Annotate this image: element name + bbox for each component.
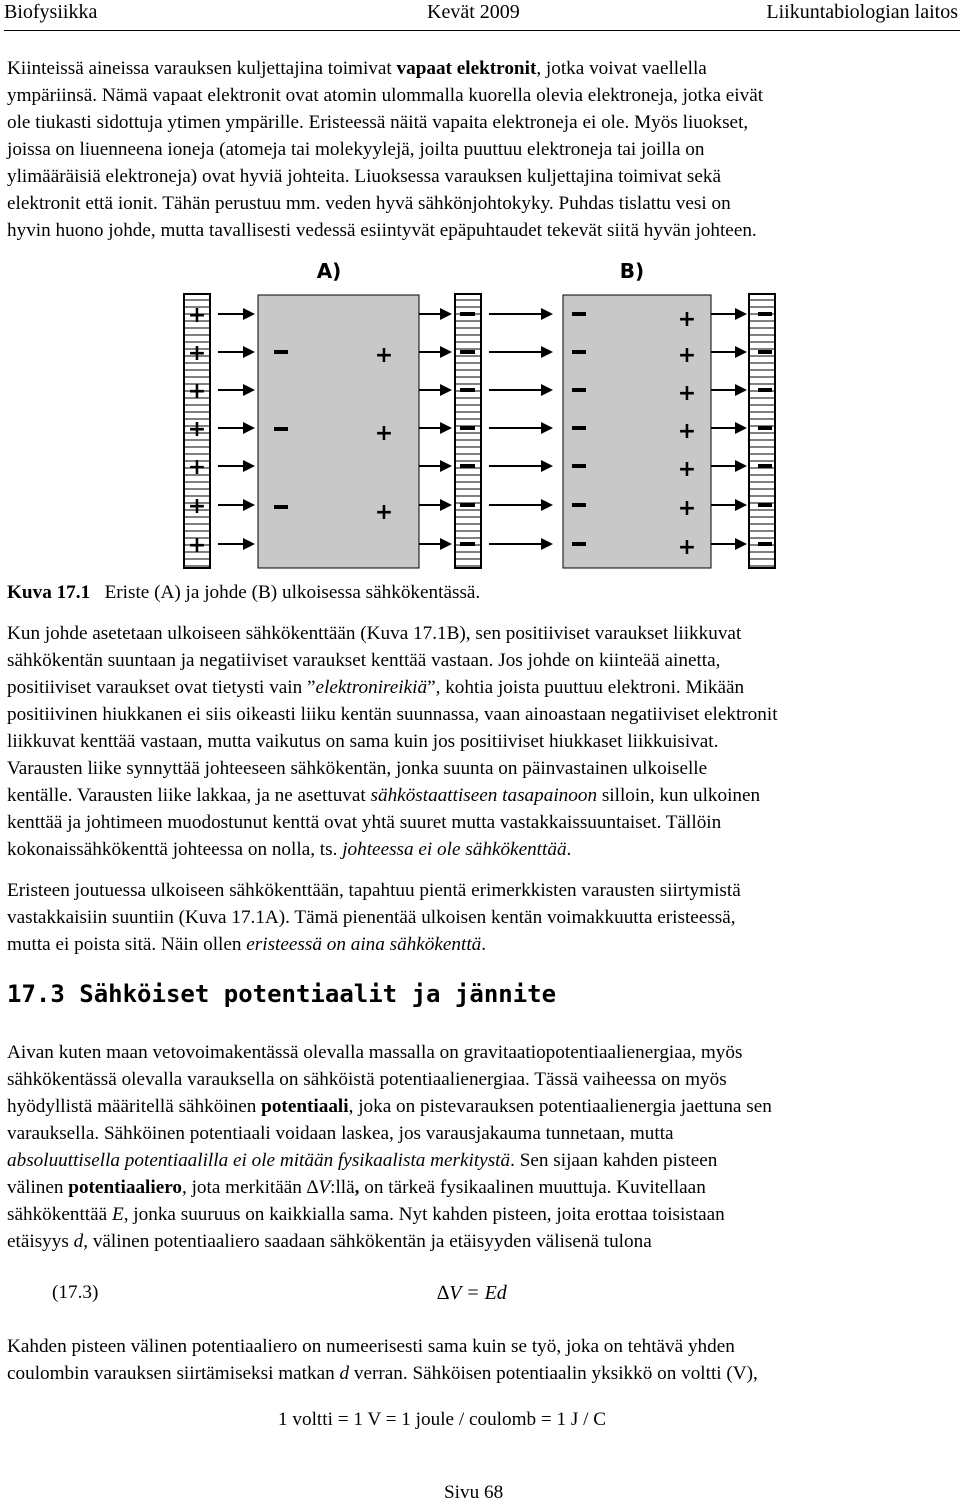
text-run: johteessa ei ole sähkökenttää (342, 839, 567, 860)
arrowhead (735, 499, 747, 511)
plus-sign: + (187, 494, 207, 519)
header-department: Liikuntabiologian laitos (766, 1, 958, 23)
minus-sign (758, 426, 772, 430)
arrowhead (735, 422, 747, 434)
text-run: absoluuttisella potentiaalilla ei ole mitään fysikaalista merkitystä (7, 1150, 511, 1171)
text-line (7, 1360, 957, 1387)
minus-sign (460, 388, 474, 392)
text-run: silloin, kun ulkoinen (597, 785, 761, 806)
text-run: liikkuvat kenttää vastaan, mutta vaikutus on sama kuin jos positiiviset hiukkaset liikkuisivat. (7, 731, 719, 752)
minus-sign (460, 312, 474, 316)
minus-sign (274, 427, 288, 431)
arrowhead (440, 460, 452, 472)
header-term: Kevät 2009 (427, 1, 520, 23)
text-line (7, 1333, 957, 1360)
text-line (7, 755, 957, 782)
arrowhead (541, 499, 553, 511)
text-run: sähkökentässä olevalla varauksella on sähköistä potentiaalienergiaa. Tässä vaiheessa on myös (7, 1069, 727, 1090)
minus-sign (460, 542, 474, 546)
text-line (7, 1066, 957, 1093)
text-run: vapaat elektronit (396, 58, 537, 79)
text-run: potentiaali (261, 1096, 349, 1117)
text-run: . (566, 839, 572, 860)
text-run: eristeessä on aina sähkökenttä (246, 934, 482, 955)
arrowhead (243, 460, 255, 472)
arrowhead (541, 308, 553, 320)
minus-sign (572, 503, 586, 507)
arrowhead (440, 384, 452, 396)
label-a: A) (316, 259, 342, 283)
text-run: , jotka voivat vaellella (536, 58, 707, 79)
text-line (7, 1147, 957, 1174)
minus-sign (460, 503, 474, 507)
text-run: , joka on pistevarauksen potentiaalienergia jaettuna sen (348, 1096, 772, 1117)
minus-sign (758, 312, 772, 316)
text-line (7, 1201, 957, 1228)
arrowhead (440, 308, 452, 320)
paragraph-potential (7, 1039, 957, 1255)
text-line (7, 1093, 957, 1120)
text-line (7, 647, 957, 674)
text-run: hyödyllistä määritellä sähköinen (7, 1096, 262, 1117)
plus-sign: + (374, 343, 394, 368)
minus-sign (758, 388, 772, 392)
plus-sign: + (187, 417, 207, 442)
minus-sign (274, 505, 288, 509)
text-run: ole tiukasti sidottuja ytimen ympärille. Eristeessä näitä vapaita elektroneja ei ole. Myös liuokset, (7, 112, 749, 133)
paragraph-volt (7, 1333, 957, 1387)
text-run: d (73, 1231, 84, 1252)
plus-sign: + (677, 419, 697, 444)
text-run: positiivinen hiukkanen ei siis oikeasti liiku kentän suunnassa, vaan ainoastaan negatiiviset elektronit (7, 704, 778, 725)
text-run: , (354, 1177, 360, 1198)
text-run: etäisyys (7, 1231, 74, 1252)
text-run: , jota merkitään ∆ (181, 1177, 319, 1198)
arrowhead (243, 422, 255, 434)
text-run: . Sen sijaan kahden pisteen (510, 1150, 718, 1171)
text-line (7, 1228, 957, 1255)
minus-sign (758, 503, 772, 507)
text-run: Kun johde asetetaan ulkoiseen sähkökenttään (Kuva 17.1B), sen positiiviset varaukset liikkuvat (7, 623, 742, 644)
text-run: sähkökentän suuntaan ja negatiiviset varaukset kenttää vastaan. Jos johde on kiinteää ainetta, (7, 650, 721, 671)
figure-caption (7, 582, 480, 604)
text-run: ylimääräisiä elektroneja) ovat hyviä johteita. Liuoksessa varauksen kuljettajina toimivat sekä (7, 166, 721, 187)
arrowhead (735, 346, 747, 358)
text-run: potentiaaliero (68, 1177, 182, 1198)
plus-sign: + (677, 457, 697, 482)
volt-definition: 1 voltti = 1 V = 1 joule / coulomb = 1 J / C (278, 1409, 607, 1430)
text-run: :llä (330, 1177, 355, 1198)
text-line (7, 904, 957, 931)
arrowhead (541, 422, 553, 434)
text-line (7, 728, 957, 755)
text-run: joissa on liuenneena ioneja (atomeja tai molekyylejä, joilta puuttuu elektroneja tai joilla on (7, 139, 705, 160)
minus-sign (572, 426, 586, 430)
minus-sign (758, 350, 772, 354)
plus-sign: + (677, 343, 697, 368)
text-run: kentälle. Varausten liike lakkaa, ja ne asettuvat (7, 785, 371, 806)
minus-sign (274, 350, 288, 354)
arrowhead (541, 346, 553, 358)
text-run: kenttää ja johtimeen muodostunut kenttä ovat yhtä suuret mutta vastakkaissuuntaiset. Tällöin (7, 812, 722, 833)
minus-sign (758, 542, 772, 546)
caption-label: Kuva 17.1 (7, 582, 91, 603)
section-heading: 17.3 Sähköiset potentiaalit ja jännite (7, 980, 557, 1008)
plus-sign: + (374, 500, 394, 525)
text-line (7, 1174, 957, 1201)
text-line (7, 931, 957, 958)
text-run: . (481, 934, 487, 955)
arrowhead (735, 384, 747, 396)
minus-sign (572, 312, 586, 316)
text-run: coulombin varauksen siirtämiseksi matkan (7, 1363, 340, 1384)
text-run: , jonka suuruus on kaikkialla sama. Nyt kahden pisteen, joita erottaa toisistaan (123, 1204, 725, 1225)
text-run: positiiviset varaukset ovat tietysti vain ” (7, 677, 316, 698)
arrowhead (243, 538, 255, 550)
paragraph-conductor-field (7, 620, 957, 863)
text-line (7, 809, 957, 836)
text-run: mutta ei poista sitä. Näin ollen (7, 934, 247, 955)
text-run: Eristeen joutuessa ulkoiseen sähkökenttään, tapahtuu pientä erimerkkisten varausten siirtymistä (7, 880, 741, 901)
text-run: Aivan kuten maan vetovoimakentässä olevalla massalla on gravitaatiopotentiaalienergiaa, myös (7, 1042, 743, 1063)
text-run: Kahden pisteen välinen potentiaaliero on numeerisesti sama kuin se työ, joka on tehtävä yhden (7, 1336, 735, 1357)
text-run: verran. Sähköisen potentiaalin yksikkö on voltti (V), (349, 1363, 758, 1384)
minus-sign (460, 464, 474, 468)
arrowhead (243, 499, 255, 511)
text-line (7, 674, 957, 701)
minus-sign (460, 350, 474, 354)
plus-sign: + (187, 341, 207, 366)
caption-text: Eriste (A) ja johde (B) ulkoisessa sähkökentässä. (104, 582, 481, 603)
dielectric-slab (258, 295, 419, 568)
plus-sign: + (677, 535, 697, 560)
text-run: elektronireikiä (315, 677, 428, 698)
text-line (7, 620, 957, 647)
arrowhead (735, 538, 747, 550)
arrowhead (541, 538, 553, 550)
equation-number: (17.3) (52, 1282, 99, 1303)
text-line (7, 701, 957, 728)
text-run: sähkökenttää (7, 1204, 112, 1225)
text-line (7, 782, 957, 809)
plus-sign: + (677, 496, 697, 521)
text-run: ”, kohtia joista puuttuu elektroni. Mikään (427, 677, 745, 698)
plus-sign: + (374, 421, 394, 446)
text-run: Kiinteissä aineissa varauksen kuljettajina toimivat (7, 58, 397, 79)
text-run: välinen (7, 1177, 69, 1198)
arrowhead (440, 422, 452, 434)
minus-sign (572, 464, 586, 468)
minus-sign (572, 388, 586, 392)
text-line (7, 1120, 957, 1147)
arrowhead (541, 460, 553, 472)
label-b: B) (619, 259, 645, 283)
plus-sign: + (677, 307, 697, 332)
text-run: , välinen potentiaaliero saadaan sähkökentän ja etäisyyden välisenä tulona (83, 1231, 652, 1252)
plus-sign: + (187, 303, 207, 328)
text-run: elektronit että ionit. Tähän perustuu mm. veden hyvä sähkönjohtokyky. Puhdas tislattu vesi on (7, 193, 731, 214)
arrowhead (440, 538, 452, 550)
text-line (7, 1039, 957, 1066)
arrowhead (243, 384, 255, 396)
paragraph-insulator-field (7, 877, 957, 958)
text-line (7, 836, 957, 863)
text-run: E (111, 1204, 124, 1225)
text-run: kokonaissähkökenttä johteessa on nolla, ts. (7, 839, 343, 860)
minus-sign (758, 464, 772, 468)
equation: ∆V = Ed (437, 1282, 507, 1304)
plus-sign: + (187, 379, 207, 404)
text-run: varauksella. Sähköinen potentiaali voidaan laskea, jos varausjakauma tunnetaan, mutta (7, 1123, 674, 1144)
header-course: Biofysiikka (4, 1, 98, 23)
text-run: ympäriinsä. Nämä vapaat elektronit ovat atomin ulommalla kuorella olevia elektroneja, jotka eivät (7, 85, 764, 106)
text-line (7, 877, 957, 904)
arrowhead (243, 346, 255, 358)
arrowhead (541, 384, 553, 396)
minus-sign (460, 426, 474, 430)
text-run: V (318, 1177, 331, 1198)
arrowhead (440, 346, 452, 358)
plus-sign: + (187, 533, 207, 558)
arrowhead (440, 499, 452, 511)
arrowhead (243, 308, 255, 320)
text-run: on tärkeä fysikaalinen muuttuja. Kuvitellaan (359, 1177, 706, 1198)
arrowhead (735, 308, 747, 320)
text-run: sähköstaattiseen tasapainoon (370, 785, 598, 806)
plus-sign: + (187, 455, 207, 480)
text-run: Varausten liike synnyttää johteeseen sähkökentän, jonka suunta on päinvastainen ulkoiselle (7, 758, 708, 779)
minus-sign (572, 350, 586, 354)
minus-sign (572, 542, 586, 546)
page-number: Sivu 68 (444, 1482, 504, 1503)
text-run: hyvin huono johde, mutta tavallisesti vedessä esiintyvät epäpuhtaudet tekevät siitä hyvän johteen. (7, 220, 757, 241)
text-run: d (339, 1363, 350, 1384)
arrowhead (735, 460, 747, 472)
plus-sign: + (677, 381, 697, 406)
text-run: vastakkaisiin suuntiin (Kuva 17.1A). Tämä pienentää ulkoisen kentän voimakkuutta eristeessä, (7, 907, 736, 928)
